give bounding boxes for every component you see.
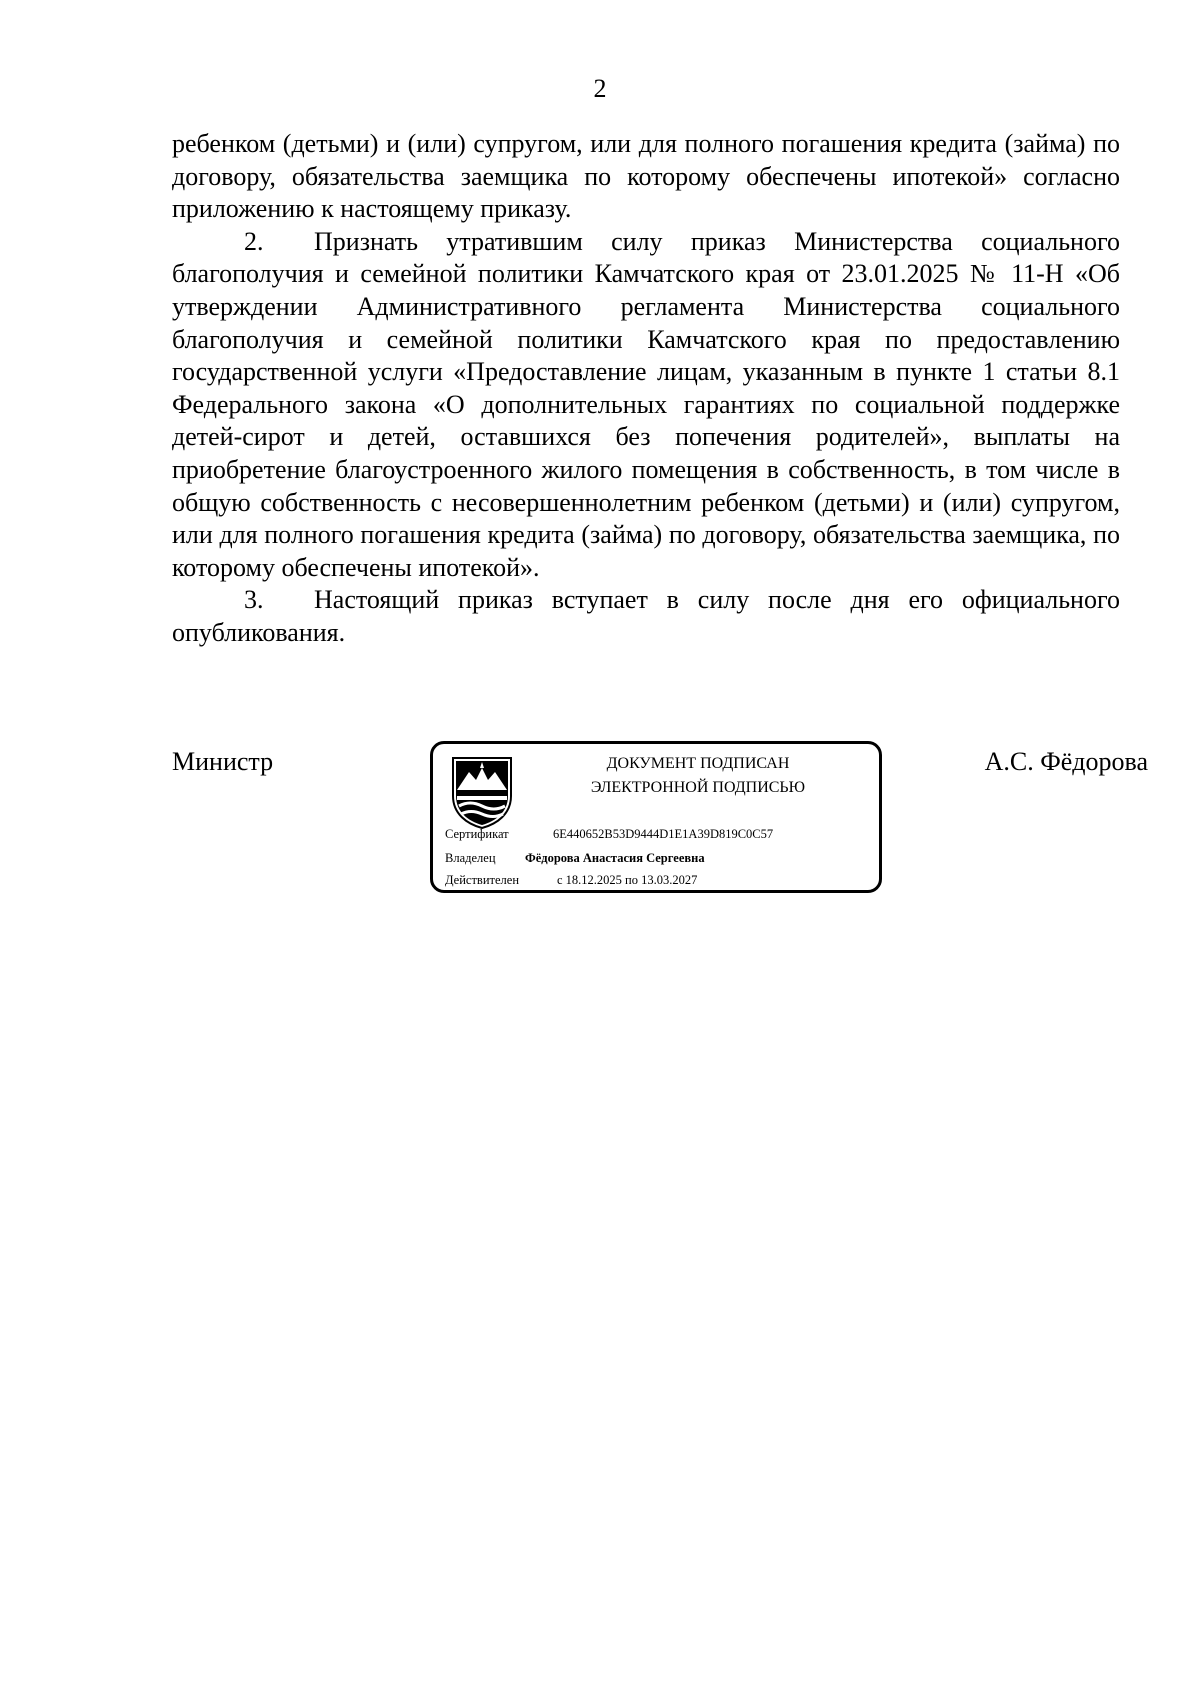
stamp-heading-line-1: ДОКУМЕНТ ПОДПИСАН: [606, 755, 790, 772]
stamp-heading: [533, 752, 863, 800]
validity-label: Действителен: [445, 873, 520, 887]
owner-label: Владелец: [445, 851, 496, 865]
signature-block: [172, 745, 1148, 905]
owner-value: Фёдорова Анастасия Сергеевна: [525, 851, 705, 865]
stamp-owner-row: [445, 850, 705, 866]
paragraph-item-3: [172, 584, 1120, 649]
item-number: 3.: [244, 585, 264, 615]
coat-of-arms-icon: [447, 754, 517, 830]
stamp-certificate-row: [445, 826, 773, 842]
signer-position: Министр: [172, 747, 274, 776]
validity-value: с 18.12.2025 по 13.03.2027: [557, 873, 698, 887]
item-number: 2.: [244, 226, 264, 256]
electronic-signature-stamp: [430, 741, 882, 893]
certificate-value: 6E440652B53D9444D1E1A39D819C0C57: [553, 827, 774, 841]
stamp-heading-line-2: ЭЛЕКТРОННОЙ ПОДПИСЬЮ: [590, 779, 806, 796]
paragraph-item-2: [172, 226, 1120, 585]
item-text: Настоящий приказ вступает в силу после дня его официального опубликования.: [172, 585, 1120, 647]
signer-name: А.С. Фёдорова: [984, 747, 1148, 776]
document-body: [172, 128, 1120, 650]
certificate-label: Сертификат: [445, 827, 509, 841]
page-number: 2: [593, 74, 607, 103]
stamp-validity-row: [445, 872, 697, 888]
item-text: Признать утратившим силу приказ Министерства социального благополучия и семейной политики Камчатского края от 23.01.2025 № 11-Н «Об утверждении Административного регламента Министерства социального благополучия и семейной политики Камчатского края по предоставлению государственной услуги «Предоставление лицам, указанным в пункте 1 статьи 8.1 Федерального закона «О дополнительных гарантиях по социальной поддержке детей-сирот и детей, оставшихся без попечения родителей», выплаты на приобретение благоустроенного жилого помещения в собственность, в том числе в общую собственность с несовершеннолетним ребенком (детьми) и (или) супругом, или для полного погашения кредита (займа) по договору, обязательства заемщика, по которому обеспечены ипотекой».: [172, 226, 1120, 582]
paragraph-continuation: ребенком (детьми) и (или) супругом, или для полного погашения кредита (займа) по договору, обязательства заемщика по которому обеспечены ипотекой» согласно приложению к настоящему приказу.: [172, 129, 1120, 224]
